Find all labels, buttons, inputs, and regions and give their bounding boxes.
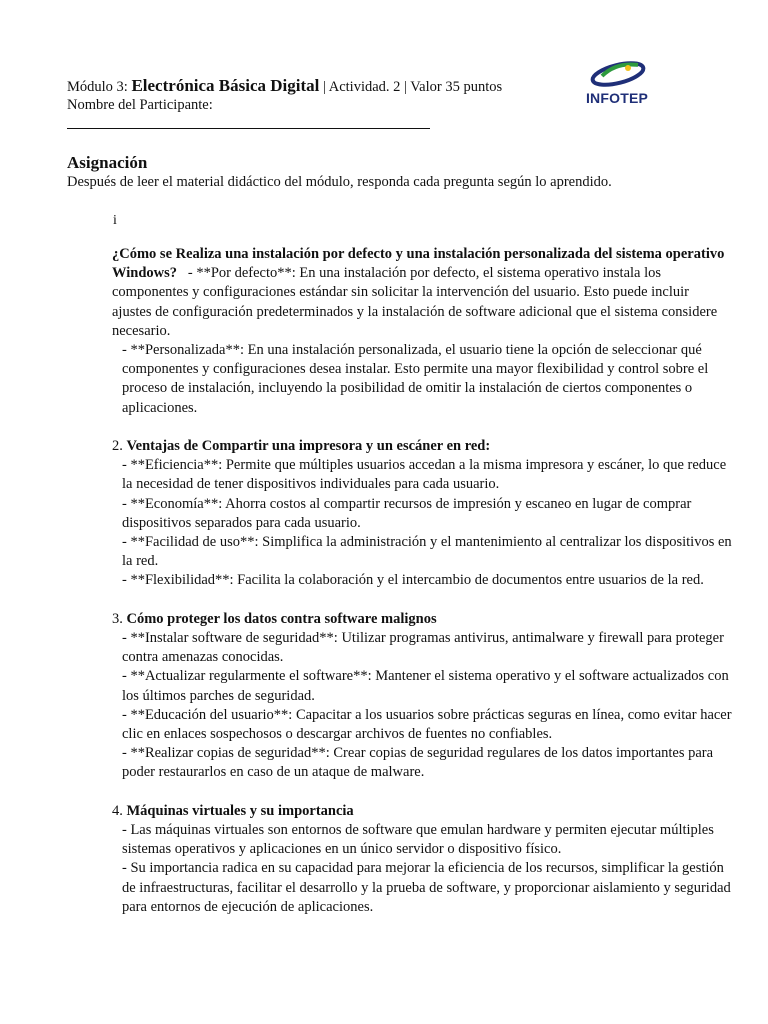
participant-name-line [67,128,430,129]
question-4 [112,802,732,917]
answer-item: - **Economía**: Ahorra costos al compartir recursos de impresión y escaneo en lugar de comprar dispositivos separados para cada usuario. [122,495,692,531]
activity-info: | Actividad. 2 | Valor 35 puntos [323,79,503,95]
answer-item: - **Flexibilidad**: Facilita la colaboración y el intercambio de documentos entre usuarios de la red. [122,572,704,589]
question-title: ¿Cómo se Realiza una instalación por defecto y una instalación personalizada del sistema operativo Windows? [112,246,725,282]
logo-emblem-icon [582,56,652,92]
question-inline-answer: - **Por defecto**: En una instalación por defecto, el sistema operativo instala los componentes y configuraciones estándar sin solicitar la intervención del usuario. Esto puede incluir ajustes de configuración predeterminados y la instalación de software adicional que el sistema considere necesario. [112,265,721,339]
module-header [67,76,502,97]
list-marker: i [113,213,117,228]
question-number: 3. [112,610,123,627]
answer-item: - **Educación del usuario**: Capacitar a los usuarios sobre prácticas seguras en línea, como evitar hacer clic en enlaces sospechosos o descargar archivos de fuentes no confiables. [122,706,732,743]
answer-item: - Su importancia radica en su capacidad para mejorar la eficiencia de los recursos, simplificar la gestión de infraestructuras, facilitar el desarrollo y la prueba de software, y proporcionar aislamiento y seguridad para entornos de ejecución de aplicaciones. [122,860,731,915]
questions-list [112,245,732,917]
answer-item: - **Eficiencia**: Permite que múltiples usuarios accedan a la misma impresora y escáner, lo que reduce la necesidad de tener dispositivos individuales para cada usuario. [122,457,727,493]
answer-item: - **Realizar copias de seguridad**: Crear copias de seguridad regulares de los datos importantes para poder restaurarlos en caso de un ataque de malware. [122,745,714,781]
question-title: Cómo proteger los datos contra software malignos [126,610,437,627]
question-number: 2. [112,438,123,455]
logo-text: INFOTEP [585,90,649,106]
question-number: 4. [112,802,123,819]
module-subject: Electrónica Básica Digital [131,76,320,95]
question-2 [112,437,732,591]
participant-label: Nombre del Participante: [67,97,213,113]
infotep-logo [582,56,652,112]
answer-item: - Las máquinas virtuales son entornos de software que emulan hardware y permiten ejecutar múltiples sistemas operativos y aplicaciones en un único servidor o dispositivo físico. [122,822,714,858]
assignment-title: Asignación [67,153,148,172]
assignment-instructions: Después de leer el material didáctico del módulo, responda cada pregunta según lo aprendido. [67,174,612,190]
module-label: Módulo 3: [67,79,128,95]
answer-item: - **Actualizar regularmente el software**: Mantener el sistema operativo y el software actualizados con los últimos parches de seguridad. [122,668,729,704]
question-1 [112,245,732,418]
answer-item: - **Personalizada**: En una instalación personalizada, el usuario tiene la opción de seleccionar qué componentes y configuraciones desea instalar. Esto permite una mayor flexibilidad y control sobre el proceso de instalación, incluyendo la posibilidad de omitir la instalación de ciertos componentes o aplicaciones. [122,342,709,416]
answer-item: - **Instalar software de seguridad**: Utilizar programas antivirus, antimalware y firewall para proteger contra amenazas conocidas. [122,630,724,666]
question-title: Ventajas de Compartir una impresora y un escáner en red: [126,438,491,455]
question-title: Máquinas virtuales y su importancia [126,802,354,819]
question-3 [112,610,732,783]
answer-item: - **Facilidad de uso**: Simplifica la administración y el mantenimiento al centralizar los dispositivos en la red. [122,534,732,570]
